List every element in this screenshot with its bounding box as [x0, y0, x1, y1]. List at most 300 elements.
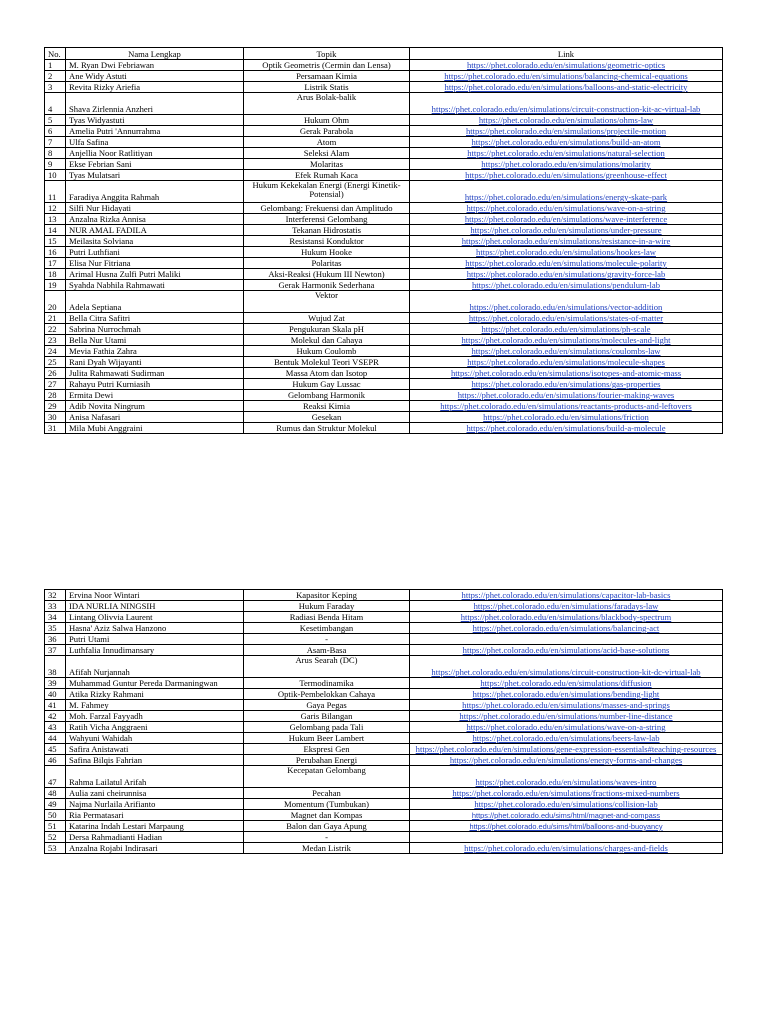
- link-cell: [410, 711, 723, 722]
- table-body-2: [45, 590, 723, 854]
- row-number: 21: [45, 313, 66, 324]
- topic-cell: Hukum Ohm: [244, 115, 410, 126]
- table-row: [45, 313, 723, 324]
- simulation-link[interactable]: https://phet.colorado.edu/en/simulations/molecule-shapes: [467, 356, 665, 367]
- topic-cell: Gesekan: [244, 412, 410, 423]
- student-name: Sabrina Nurrochmah: [66, 324, 244, 335]
- student-name: Julita Rahmawati Sudirman: [66, 368, 244, 379]
- topic-cell: Arus Bolak-balik: [244, 93, 410, 115]
- row-number: 6: [45, 126, 66, 137]
- table-row: [45, 247, 723, 258]
- link-cell: [410, 678, 723, 689]
- table-row: [45, 744, 723, 755]
- topic-cell: Pengukuran Skala pH: [244, 324, 410, 335]
- topic-cell: Optik Geometris (Cermin dan Lensa): [244, 60, 410, 71]
- link-cell: [410, 368, 723, 379]
- topic-cell: Pecahan: [244, 788, 410, 799]
- student-name: Rahma Lailatul Arifah: [66, 766, 244, 788]
- topic-cell: Interferensi Gelombang: [244, 214, 410, 225]
- simulation-link[interactable]: https://phet.colorado.edu/en/simulations/coulombs-law: [471, 345, 661, 356]
- link-cell: [410, 137, 723, 148]
- simulation-link[interactable]: https://phet.colorado.edu/en/simulations/balloons-and-static-electricity: [444, 81, 688, 92]
- topic-cell: Gerak Harmonik Sederhana: [244, 280, 410, 291]
- topic-cell: Hukum Coulomb: [244, 346, 410, 357]
- row-number: 42: [45, 711, 66, 722]
- simulation-link[interactable]: https://phet.colorado.edu/en/simulations/blackbody-spectrum: [460, 611, 672, 622]
- simulation-link[interactable]: https://phet.colorado.edu/sims/html/balloons-and-buoyancy: [469, 821, 663, 831]
- row-number: 52: [45, 832, 66, 843]
- student-name: Dersa Rahmadianti Hadian: [66, 832, 244, 843]
- topic-cell: Molaritas: [244, 159, 410, 170]
- student-name: Atika Rizky Rahmani: [66, 689, 244, 700]
- row-number: 2: [45, 71, 66, 82]
- link-cell: [410, 225, 723, 236]
- row-number: 50: [45, 810, 66, 821]
- link-cell: [410, 214, 723, 225]
- simulation-link[interactable]: https://phet.colorado.edu/en/simulations/pendulum-lab: [471, 279, 661, 290]
- row-number: 47: [45, 766, 66, 788]
- simulation-link[interactable]: https://phet.colorado.edu/en/simulations/capacitor-lab-basics: [461, 589, 671, 600]
- topic-cell: Kecepatan Gelombang: [244, 766, 410, 788]
- student-name: Moh. Farzal Fayyadh: [66, 711, 244, 722]
- topic-cell: Medan Listrik: [244, 843, 410, 854]
- table-row: [45, 788, 723, 799]
- table-row: [45, 368, 723, 379]
- row-number: 37: [45, 645, 66, 656]
- simulation-link[interactable]: https://phet.colorado.edu/en/simulations/faradays-law: [473, 600, 659, 611]
- row-number: 41: [45, 700, 66, 711]
- student-name: Ane Widy Astuti: [66, 71, 244, 82]
- simulation-link[interactable]: https://phet.colorado.edu/en/simulations/circuit-construction-kit-dc-virtual-lab: [431, 666, 701, 677]
- table-row: [45, 159, 723, 170]
- row-number: 24: [45, 346, 66, 357]
- link-cell: [410, 357, 723, 368]
- topic-cell: Gerak Parabola: [244, 126, 410, 137]
- table-row: [45, 832, 723, 843]
- table-row: [45, 258, 723, 269]
- row-number: 45: [45, 744, 66, 755]
- simulation-link[interactable]: https://phet.colorado.edu/en/simulations/fourier-making-waves: [457, 389, 675, 400]
- link-cell: [410, 82, 723, 93]
- table-row: [45, 612, 723, 623]
- student-name: Revita Rizky Ariefia: [66, 82, 244, 93]
- table-row: [45, 82, 723, 93]
- row-number: 18: [45, 269, 66, 280]
- simulation-link[interactable]: https://phet.colorado.edu/en/simulations/hookes-law: [476, 246, 656, 257]
- link-cell: [410, 612, 723, 623]
- row-number: 51: [45, 821, 66, 832]
- link-cell: [410, 755, 723, 766]
- topic-cell: Persamaan Kimia: [244, 71, 410, 82]
- row-number: 32: [45, 590, 66, 601]
- student-name: Ermita Dewi: [66, 390, 244, 401]
- student-name: Elisa Nur Fitriana: [66, 258, 244, 269]
- student-name: Anzalna Rojabi Indirasari: [66, 843, 244, 854]
- topic-cell: Hukum Kekekalan Energi (Energi Kinetik-Potensial): [244, 181, 410, 203]
- student-name: Tyas Mulatsari: [66, 170, 244, 181]
- link-cell: [410, 280, 723, 291]
- student-name: Adib Novita Ningrum: [66, 401, 244, 412]
- topic-cell: Garis Bilangan: [244, 711, 410, 722]
- table-row: [45, 93, 723, 115]
- link-cell: [410, 700, 723, 711]
- row-number: 46: [45, 755, 66, 766]
- student-name: Amelia Putri 'Annurrahma: [66, 126, 244, 137]
- student-name: Muhammad Guntur Pereda Darmaningwan: [66, 678, 244, 689]
- student-name: Anjellia Noor Ratlitiyan: [66, 148, 244, 159]
- row-number: 3: [45, 82, 66, 93]
- table-row: [45, 711, 723, 722]
- topic-cell: Kapasitor Keping: [244, 590, 410, 601]
- student-name: M. Ryan Dwi Febriawan: [66, 60, 244, 71]
- link-cell: [410, 788, 723, 799]
- simulation-link[interactable]: https://phet.colorado.edu/en/simulations/number-line-distance: [459, 710, 673, 721]
- simulation-link[interactable]: https://phet.colorado.edu/en/simulations/build-an-atom: [471, 136, 661, 147]
- simulation-link[interactable]: https://phet.colorado.edu/en/simulations/friction: [483, 411, 649, 422]
- topic-cell: Gelombang pada Tali: [244, 722, 410, 733]
- table-row: [45, 126, 723, 137]
- row-number: 4: [45, 93, 66, 115]
- student-name: NUR AMAL FADILA: [66, 225, 244, 236]
- row-number: 25: [45, 357, 66, 368]
- link-cell: [410, 843, 723, 854]
- row-number: 28: [45, 390, 66, 401]
- simulation-link[interactable]: https://phet.colorado.edu/en/simulations/geometric-optics: [466, 59, 666, 70]
- student-name: M. Fahmey: [66, 700, 244, 711]
- table-row: [45, 623, 723, 634]
- header-name: Nama Lengkap: [66, 48, 244, 60]
- simulation-link[interactable]: https://phet.colorado.edu/en/simulations/bending-light: [472, 688, 660, 699]
- topic-cell: Polaritas: [244, 258, 410, 269]
- simulation-link[interactable]: https://phet.colorado.edu/en/simulations/reactants-products-and-leftovers: [440, 400, 692, 411]
- table-row: [45, 590, 723, 601]
- link-cell: [410, 412, 723, 423]
- link-cell: [410, 689, 723, 700]
- simulation-link[interactable]: https://phet.colorado.edu/en/simulations/states-of-matter: [468, 312, 664, 323]
- topic-cell: Tekanan Hidrostatis: [244, 225, 410, 236]
- simulation-link[interactable]: https://phet.colorado.edu/en/simulations/energy-skate-park: [464, 191, 668, 202]
- topic-cell: Momentum (Tumbukan): [244, 799, 410, 810]
- table-row: [45, 225, 723, 236]
- table-row: [45, 689, 723, 700]
- simulation-link[interactable]: https://phet.colorado.edu/en/simulations/natural-selection: [467, 147, 665, 158]
- simulation-link[interactable]: https://phet.colorado.edu/en/simulations/gene-expression-essentials#teaching-resources: [415, 743, 717, 754]
- student-name: Putri Utami: [66, 634, 244, 645]
- link-cell: [410, 247, 723, 258]
- table-row: [45, 810, 723, 821]
- topic-cell: Perubahan Energi: [244, 755, 410, 766]
- link-cell: [410, 148, 723, 159]
- topic-cell: Reaksi Kimia: [244, 401, 410, 412]
- student-name: Shava Zirlennia Anzheri: [66, 93, 244, 115]
- topic-cell: Rumus dan Struktur Molekul: [244, 423, 410, 434]
- table-row: [45, 412, 723, 423]
- student-name: Bella Citra Safitri: [66, 313, 244, 324]
- table-row: [45, 291, 723, 313]
- link-cell: [410, 656, 723, 678]
- student-name: Mila Mubi Anggraini: [66, 423, 244, 434]
- simulation-link[interactable]: https://phet.colorado.edu/en/simulations/masses-and-springs: [462, 699, 670, 710]
- table-row: [45, 821, 723, 832]
- topic-cell: Hukum Gay Lussac: [244, 379, 410, 390]
- topic-cell: Resistansi Konduktor: [244, 236, 410, 247]
- simulation-link[interactable]: https://phet.colorado.edu/en/simulations/ohms-law: [478, 114, 654, 125]
- topic-cell: Termodinamika: [244, 678, 410, 689]
- simulation-link[interactable]: https://phet.colorado.edu/en/simulations/balancing-act: [472, 622, 660, 633]
- simulation-link[interactable]: https://phet.colorado.edu/en/simulations/build-a-molecule: [466, 422, 666, 433]
- simulation-link[interactable]: https://phet.colorado.edu/en/simulations/wave-interference: [464, 213, 668, 224]
- topic-cell: Hukum Faraday: [244, 601, 410, 612]
- link-cell: [410, 722, 723, 733]
- row-number: 29: [45, 401, 66, 412]
- table-row: [45, 357, 723, 368]
- row-number: 44: [45, 733, 66, 744]
- table-row: [45, 722, 723, 733]
- simulation-link[interactable]: https://phet.colorado.edu/en/simulations/isotopes-and-atomic-mass: [450, 367, 682, 378]
- row-number: 5: [45, 115, 66, 126]
- link-cell: [410, 236, 723, 247]
- student-name: Bella Nur Utami: [66, 335, 244, 346]
- link-cell: [410, 203, 723, 214]
- simulation-link[interactable]: https://phet.colorado.edu/en/simulations/fractions-mixed-numbers: [452, 787, 680, 798]
- simulation-link[interactable]: https://phet.colorado.edu/en/simulations/projectile-motion: [465, 125, 666, 136]
- link-cell: [410, 115, 723, 126]
- simulation-link[interactable]: https://phet.colorado.edu/sims/html/magnet-and-compass: [471, 810, 661, 820]
- student-name: Safira Anistawati: [66, 744, 244, 755]
- row-number: 23: [45, 335, 66, 346]
- table-row: [45, 601, 723, 612]
- simulation-link[interactable]: https://phet.colorado.edu/en/simulations/energy-forms-and-changes: [449, 754, 683, 765]
- table-row: [45, 137, 723, 148]
- table-row: [45, 214, 723, 225]
- table-row: [45, 203, 723, 214]
- student-name: Silfi Nur Hidayati: [66, 203, 244, 214]
- header-no: No.: [45, 48, 66, 60]
- row-number: 17: [45, 258, 66, 269]
- simulation-link[interactable]: https://phet.colorado.edu/en/simulations/molecule-polarity: [465, 257, 667, 268]
- simulation-link[interactable]: https://phet.colorado.edu/en/simulations/wave-on-a-string: [466, 202, 666, 213]
- table-row: [45, 324, 723, 335]
- student-name: Arimal Husna Zulfi Putri Maliki: [66, 269, 244, 280]
- link-cell: [410, 810, 723, 821]
- topic-cell: Bentuk Molekul Teori VSEPR: [244, 357, 410, 368]
- student-name: Najma Nurlaila Arifianto: [66, 799, 244, 810]
- student-name: Tyas Widyastuti: [66, 115, 244, 126]
- student-name: Meilasita Solviana: [66, 236, 244, 247]
- link-cell: [410, 379, 723, 390]
- student-name: Syahda Nabhila Rahmawati: [66, 280, 244, 291]
- student-name: Anisa Nafasari: [66, 412, 244, 423]
- table-header-row: [45, 48, 723, 60]
- topic-cell: Listrik Statis: [244, 82, 410, 93]
- table-row: [45, 843, 723, 854]
- table-row: [45, 60, 723, 71]
- table-row: [45, 115, 723, 126]
- simulation-link[interactable]: https://phet.colorado.edu/en/simulations/balancing-chemical-equations: [444, 70, 688, 81]
- student-name: Aulia zani cheirunnisa: [66, 788, 244, 799]
- link-cell: [410, 159, 723, 170]
- student-name: Luthfalia Innudimansary: [66, 645, 244, 656]
- simulation-link[interactable]: https://phet.colorado.edu/en/simulations/diffusion: [480, 677, 652, 688]
- student-name: Afifah Nurjannah: [66, 656, 244, 678]
- row-number: 30: [45, 412, 66, 423]
- table-row: [45, 766, 723, 788]
- link-cell: [410, 733, 723, 744]
- link-cell: [410, 799, 723, 810]
- topic-cell: Wujud Zat: [244, 313, 410, 324]
- row-number: 14: [45, 225, 66, 236]
- simulation-link[interactable]: https://phet.colorado.edu/en/simulations/gas-properties: [471, 378, 661, 389]
- table-row: [45, 799, 723, 810]
- student-name: Anzalna Rizka Annisa: [66, 214, 244, 225]
- link-cell: [410, 170, 723, 181]
- simulation-link[interactable]: https://phet.colorado.edu/en/simulations/collision-lab: [474, 798, 658, 809]
- link-cell: [410, 634, 723, 645]
- student-name: Lintang Olivvia Laurent: [66, 612, 244, 623]
- topic-cell: Optik-Pembelokkan Cahaya: [244, 689, 410, 700]
- row-number: 9: [45, 159, 66, 170]
- topic-cell: Vektor: [244, 291, 410, 313]
- topic-cell: Hukum Hooke: [244, 247, 410, 258]
- simulation-link[interactable]: https://phet.colorado.edu/en/simulations/resistance-in-a-wire: [461, 235, 671, 246]
- topic-cell: Molekul dan Cahaya: [244, 335, 410, 346]
- row-number: 22: [45, 324, 66, 335]
- topic-cell: Hukum Beer Lambert: [244, 733, 410, 744]
- row-number: 34: [45, 612, 66, 623]
- topic-cell: Asam-Basa: [244, 645, 410, 656]
- link-cell: [410, 832, 723, 843]
- student-name: Safina Bilqis Fahrian: [66, 755, 244, 766]
- row-number: 1: [45, 60, 66, 71]
- table-row: [45, 236, 723, 247]
- link-cell: [410, 71, 723, 82]
- row-number: 11: [45, 181, 66, 203]
- topic-cell: Gelombang Harmonik: [244, 390, 410, 401]
- link-cell: [410, 623, 723, 634]
- row-number: 20: [45, 291, 66, 313]
- row-number: 40: [45, 689, 66, 700]
- student-name: Wahyuni Wahidah: [66, 733, 244, 744]
- topic-cell: Magnet dan Kompas: [244, 810, 410, 821]
- row-number: 39: [45, 678, 66, 689]
- link-cell: [410, 390, 723, 401]
- link-cell: [410, 601, 723, 612]
- topic-cell: -: [244, 832, 410, 843]
- simulation-link[interactable]: https://phet.colorado.edu/en/simulations/vector-addition: [469, 301, 663, 312]
- student-name: Ratih Vicha Anggraeni: [66, 722, 244, 733]
- row-number: 33: [45, 601, 66, 612]
- student-name: Ria Permatasari: [66, 810, 244, 821]
- topic-cell: Gelombang: Frekuensi dan Amplitudo: [244, 203, 410, 214]
- topic-cell: Ekspresi Gen: [244, 744, 410, 755]
- row-number: 36: [45, 634, 66, 645]
- simulation-link[interactable]: https://phet.colorado.edu/en/simulations/charges-and-fields: [464, 842, 668, 853]
- simulation-link[interactable]: https://phet.colorado.edu/en/simulations/acid-base-solutions: [462, 644, 670, 655]
- link-cell: [410, 335, 723, 346]
- topic-cell: Gaya Pegas: [244, 700, 410, 711]
- student-name: Rani Dyah Wijayanti: [66, 357, 244, 368]
- link-cell: [410, 766, 723, 788]
- table-row: [45, 335, 723, 346]
- table-row: [45, 656, 723, 678]
- table-row: [45, 181, 723, 203]
- student-name: IDA NURLIA NINGSIH: [66, 601, 244, 612]
- simulation-link[interactable]: https://phet.colorado.edu/en/simulations/molecules-and-light: [461, 334, 671, 345]
- link-cell: [410, 821, 723, 832]
- row-number: 16: [45, 247, 66, 258]
- student-name: Hasna' Aziz Salwa Hanzono: [66, 623, 244, 634]
- table-row: [45, 148, 723, 159]
- table-row: [45, 733, 723, 744]
- link-cell: [410, 590, 723, 601]
- row-number: 27: [45, 379, 66, 390]
- table-row: [45, 379, 723, 390]
- table-row: [45, 280, 723, 291]
- topic-cell: Efek Rumah Kaca: [244, 170, 410, 181]
- link-cell: [410, 291, 723, 313]
- row-number: 13: [45, 214, 66, 225]
- topic-cell: Aksi-Reaksi (Hukum III Newton): [244, 269, 410, 280]
- row-number: 43: [45, 722, 66, 733]
- table-row: [45, 346, 723, 357]
- header-link: Link: [410, 48, 723, 60]
- topic-cell: Arus Searah (DC): [244, 656, 410, 678]
- student-topic-table-part-1: [44, 47, 723, 434]
- link-cell: [410, 258, 723, 269]
- link-cell: [410, 93, 723, 115]
- topic-cell: Atom: [244, 137, 410, 148]
- simulation-link[interactable]: https://phet.colorado.edu/en/simulations/ph-scale: [481, 323, 651, 334]
- row-number: 53: [45, 843, 66, 854]
- simulation-link[interactable]: https://phet.colorado.edu/en/simulations/wave-on-a-string: [466, 721, 666, 732]
- table-row: [45, 390, 723, 401]
- row-number: 49: [45, 799, 66, 810]
- row-number: 35: [45, 623, 66, 634]
- topic-cell: -: [244, 634, 410, 645]
- row-number: 15: [45, 236, 66, 247]
- row-number: 12: [45, 203, 66, 214]
- simulation-link[interactable]: https://phet.colorado.edu/en/simulations/greenhouse-effect: [465, 169, 667, 180]
- table-row: [45, 755, 723, 766]
- student-name: Adela Septiana: [66, 291, 244, 313]
- student-name: Katarina Indah Lestari Marpaung: [66, 821, 244, 832]
- link-cell: [410, 645, 723, 656]
- simulation-link[interactable]: https://phet.colorado.edu/en/simulations/beers-law-lab: [472, 732, 660, 743]
- link-cell: [410, 60, 723, 71]
- topic-cell: Radiasi Benda Hitam: [244, 612, 410, 623]
- simulation-link[interactable]: https://phet.colorado.edu/en/simulations/gravity-force-lab: [466, 268, 666, 279]
- row-number: 19: [45, 280, 66, 291]
- link-cell: [410, 423, 723, 434]
- simulation-link[interactable]: https://phet.colorado.edu/en/simulations/waves-intro: [475, 776, 657, 787]
- student-name: Ekse Febrian Sani: [66, 159, 244, 170]
- topic-cell: Balon dan Gaya Apung: [244, 821, 410, 832]
- table-row: [45, 645, 723, 656]
- simulation-link[interactable]: https://phet.colorado.edu/en/simulations/molarity: [481, 158, 651, 169]
- student-name: Ervina Noor Wintari: [66, 590, 244, 601]
- link-cell: [410, 269, 723, 280]
- student-name: Faradiya Anggita Rahmah: [66, 181, 244, 203]
- table-row: [45, 634, 723, 645]
- table-row: [45, 401, 723, 412]
- link-cell: [410, 181, 723, 203]
- simulation-link[interactable]: https://phet.colorado.edu/en/simulations/under-pressure: [470, 224, 662, 235]
- topic-cell: Seleksi Alam: [244, 148, 410, 159]
- simulation-link[interactable]: https://phet.colorado.edu/en/simulations/circuit-construction-kit-ac-virtual-lab: [431, 103, 701, 114]
- link-cell: [410, 324, 723, 335]
- table-row: [45, 700, 723, 711]
- row-number: 26: [45, 368, 66, 379]
